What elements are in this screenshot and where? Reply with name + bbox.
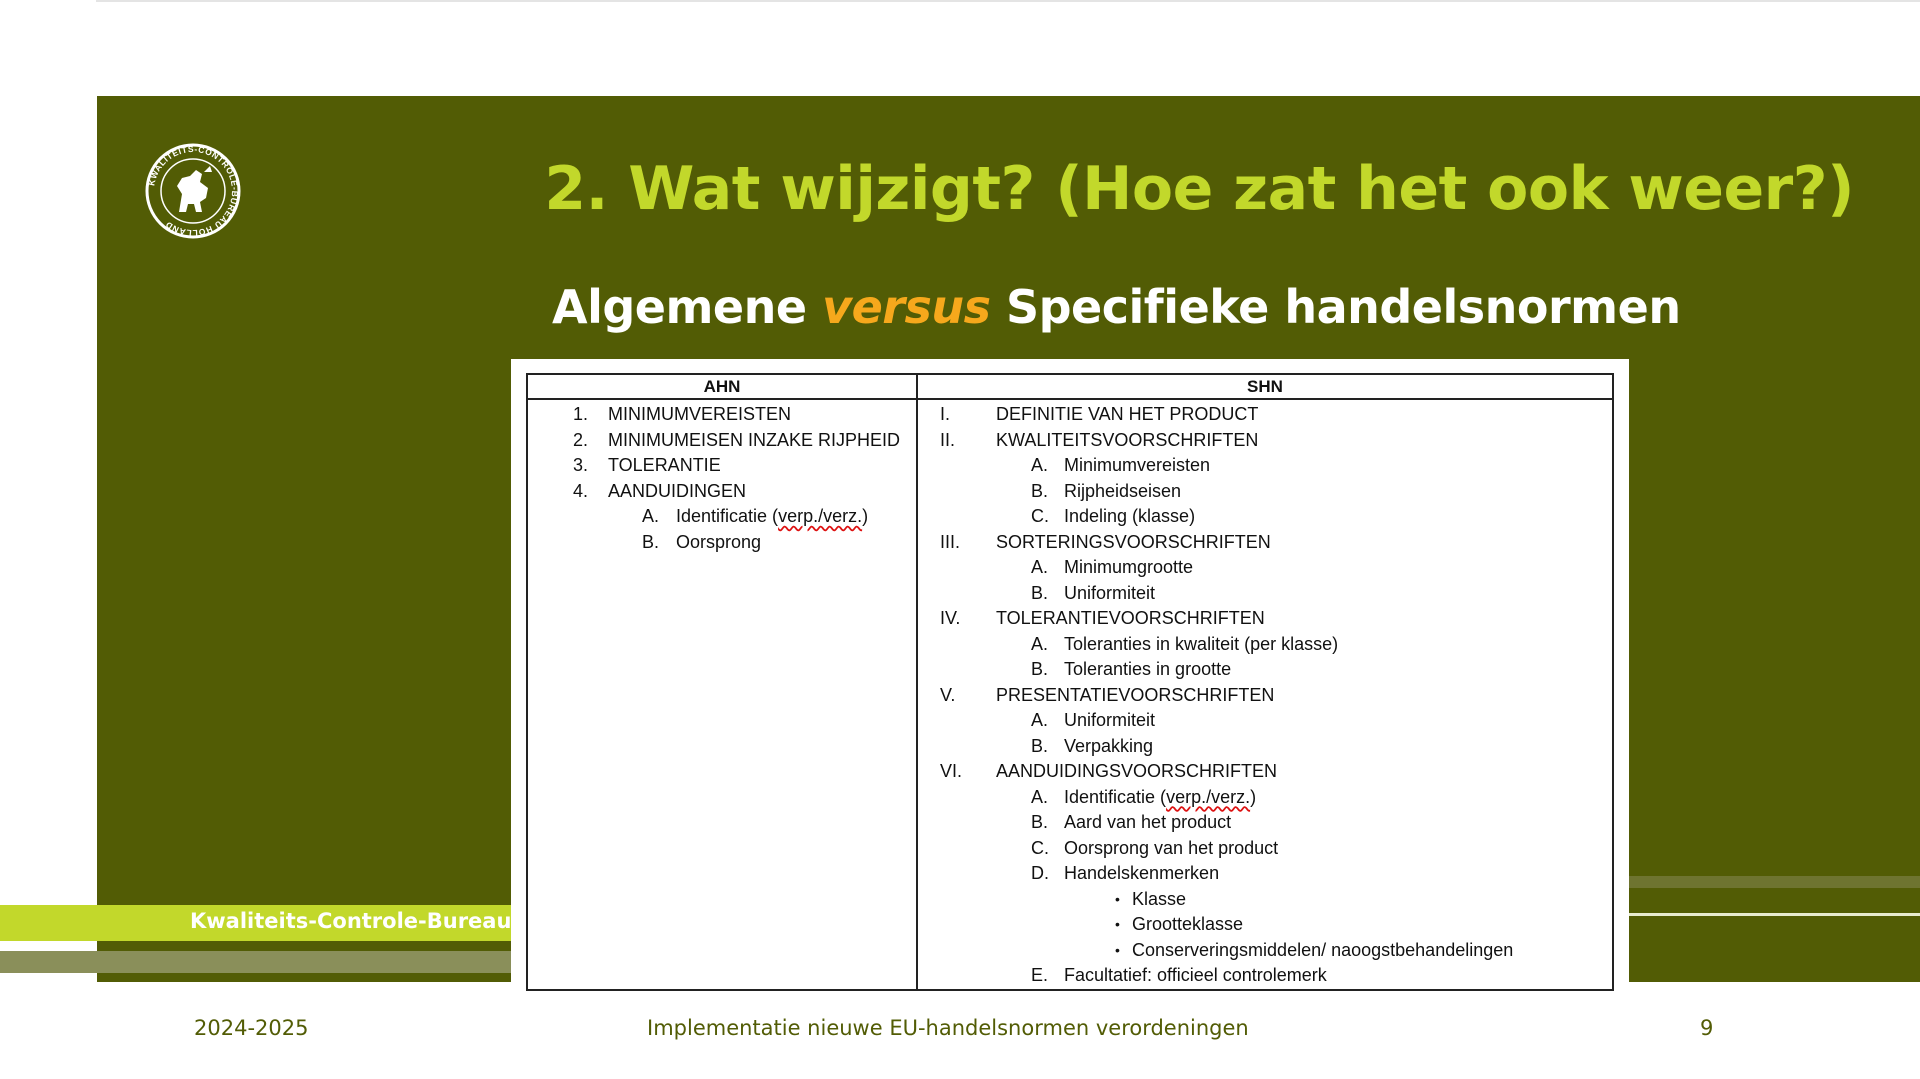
shn-header: SHN	[917, 374, 1613, 399]
list-number: V.	[940, 684, 956, 705]
list-item	[918, 530, 1612, 556]
list-item-text: Oorsprong van het product	[1064, 837, 1279, 858]
list-item-text: AANDUIDINGEN	[608, 480, 747, 501]
list-item	[918, 479, 1612, 505]
decorative-stripe-right-thin	[1628, 913, 1920, 916]
decorative-stripe-left	[0, 951, 511, 973]
list-item	[528, 428, 916, 454]
list-number: B.	[1031, 735, 1049, 756]
subtitle-part2: Specifieke handelsnormen	[990, 280, 1681, 334]
list-item-text: KWALITEITSVOORSCHRIFTEN	[996, 429, 1259, 450]
organization-label: Kwaliteits-Controle-Bureau	[190, 909, 512, 933]
list-item	[918, 606, 1612, 632]
page-number: 9	[1700, 1016, 1714, 1040]
comparison-table	[526, 373, 1614, 991]
list-number: A.	[1031, 786, 1049, 807]
list-item-text: Handelskenmerken	[1064, 863, 1220, 883]
list-item-text-part: Identificatie (	[676, 506, 779, 526]
ahn-list	[528, 402, 916, 555]
list-number: A.	[642, 506, 660, 526]
list-item-text: MINIMUMEISEN INZAKE RIJPHEID	[608, 429, 901, 450]
list-number: 2.	[573, 429, 589, 450]
list-number: A.	[1031, 557, 1049, 577]
list-item	[918, 887, 1612, 913]
svg-text:KWALITEITS-CONTROLE-BUREAU HOL: KWALITEITS-CONTROLE-BUREAU HOLLAND	[146, 143, 241, 239]
list-item-text: Grootteklasse	[1132, 914, 1244, 934]
shn-list	[918, 402, 1612, 989]
list-item	[918, 810, 1612, 836]
list-number: IV.	[940, 608, 961, 628]
comparison-document	[511, 359, 1629, 1001]
list-item-text: Verpakking	[1064, 735, 1154, 756]
list-item-text: Rijpheidseisen	[1064, 480, 1182, 501]
list-item	[918, 504, 1612, 530]
list-item-text: Facultatief: officieel controlemerk	[1064, 965, 1327, 985]
list-item	[918, 428, 1612, 454]
list-number: C.	[1031, 506, 1049, 526]
subtitle-versus: versus	[822, 280, 991, 334]
list-item-text: SORTERINGSVOORSCHRIFTEN	[996, 531, 1271, 552]
list-item-text: Klasse	[1132, 888, 1187, 909]
list-item-text: DEFINITIE VAN HET PRODUCT	[996, 404, 1259, 424]
list-item	[918, 836, 1612, 862]
list-number: 1.	[573, 404, 589, 424]
list-item	[918, 453, 1612, 479]
list-item	[918, 912, 1612, 938]
list-item-text: Indeling (klasse)	[1064, 506, 1196, 526]
slide-title: 2. Wat wijzigt? (Hoe zat het ook weer?)	[544, 154, 1854, 224]
list-item-text-part: )	[862, 506, 869, 526]
list-item	[918, 555, 1612, 581]
list-item-text: Uniformiteit	[1064, 710, 1156, 730]
list-item	[918, 708, 1612, 734]
list-item-text: Oorsprong	[676, 531, 762, 552]
list-item-text: MINIMUMVEREISTEN	[608, 404, 792, 424]
list-item-text: Uniformiteit	[1064, 582, 1156, 603]
ahn-column	[527, 399, 917, 990]
kcb-logo-icon	[144, 142, 242, 240]
list-number: III.	[940, 531, 961, 552]
list-item-text: TOLERANTIE	[608, 455, 721, 475]
list-number: C.	[1031, 837, 1049, 858]
list-item	[918, 938, 1612, 964]
list-item-text-part: )	[1250, 786, 1257, 807]
list-number: B.	[1031, 659, 1049, 679]
list-item	[528, 479, 916, 505]
list-number: A.	[1031, 710, 1049, 730]
list-item	[918, 759, 1612, 785]
list-number: I.	[940, 404, 951, 424]
list-item	[918, 581, 1612, 607]
list-item-text	[676, 504, 868, 530]
list-item-text: Minimumgrootte	[1064, 557, 1194, 577]
ahn-header: AHN	[527, 374, 917, 399]
list-number: B.	[1031, 480, 1049, 501]
footer-title: Implementatie nieuwe EU-handelsnormen verordeningen	[647, 1016, 1249, 1040]
top-divider	[96, 0, 1920, 2]
shn-column	[917, 399, 1613, 990]
list-item-text: Conserveringsmiddelen/ naoogstbehandelingen	[1132, 939, 1514, 960]
list-number: A.	[1031, 455, 1049, 475]
list-item	[528, 504, 916, 530]
bullet-marker: •	[1115, 916, 1120, 932]
list-item	[528, 453, 916, 479]
footer-year: 2024-2025	[194, 1016, 309, 1040]
spellcheck-flagged-text: verp./verz.	[778, 506, 863, 526]
list-item	[918, 632, 1612, 658]
list-item-text: AANDUIDINGSVOORSCHRIFTEN	[996, 761, 1278, 781]
list-item-text: Toleranties in kwaliteit (per klasse)	[1064, 633, 1339, 654]
list-number: B.	[642, 531, 660, 552]
slide-subtitle	[552, 280, 1681, 334]
bullet-marker: •	[1115, 890, 1120, 907]
list-item-text: Minimumvereisten	[1064, 455, 1211, 475]
bullet-marker: •	[1115, 941, 1120, 958]
list-item	[918, 963, 1612, 989]
list-number: 3.	[573, 455, 589, 475]
list-item-text-part: Identificatie (	[1064, 786, 1167, 807]
list-number: E.	[1031, 965, 1049, 985]
list-item-text	[1064, 785, 1256, 811]
list-item	[918, 683, 1612, 709]
list-number: B.	[1031, 582, 1049, 603]
list-item-text: Toleranties in grootte	[1064, 659, 1232, 679]
list-item	[918, 861, 1612, 887]
list-item	[528, 402, 916, 428]
list-item	[918, 785, 1612, 811]
list-number: II.	[940, 429, 956, 450]
list-number: 4.	[573, 480, 589, 501]
list-item	[918, 657, 1612, 683]
spellcheck-flagged-text: verp./verz.	[1166, 786, 1251, 807]
list-item	[918, 402, 1612, 428]
list-item	[528, 530, 916, 556]
list-item-text: TOLERANTIEVOORSCHRIFTEN	[996, 608, 1265, 628]
list-item	[918, 734, 1612, 760]
list-number: A.	[1031, 633, 1049, 654]
list-number: B.	[1031, 812, 1049, 832]
list-number: VI.	[940, 761, 963, 781]
list-item-text: Aard van het product	[1064, 812, 1232, 832]
subtitle-part1: Algemene	[552, 280, 823, 334]
list-item-text: PRESENTATIEVOORSCHRIFTEN	[996, 684, 1275, 705]
list-number: D.	[1031, 863, 1049, 883]
decorative-stripe-right	[1628, 876, 1920, 888]
